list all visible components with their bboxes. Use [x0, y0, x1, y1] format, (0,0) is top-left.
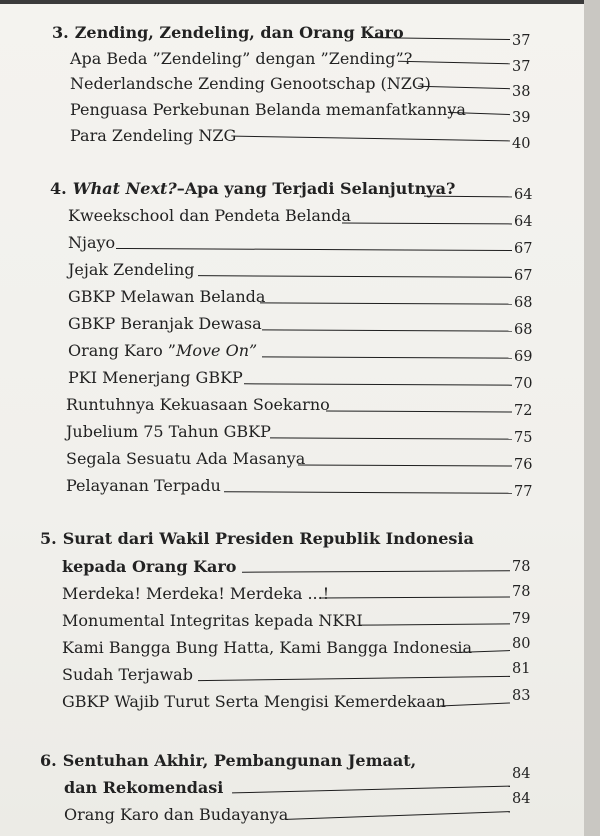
- page-number: 84: [512, 766, 531, 782]
- toc-item: Jejak Zendeling 67: [68, 260, 533, 284]
- toc-item: Para Zendeling NZG 40: [70, 126, 531, 152]
- toc-item: Apa Beda ”Zendeling” dengan ”Zending”? 37: [70, 49, 531, 75]
- toc-item: Kami Bangga Bung Hatta, Kami Bangga Indonesia 80: [62, 636, 531, 657]
- page-number: 38: [512, 84, 531, 100]
- page-number: 76: [514, 457, 533, 473]
- page-number: 39: [512, 110, 531, 126]
- toc-item: Jubelium 75 Tahun GBKP 75: [66, 422, 533, 446]
- page-number: 78: [512, 559, 531, 575]
- page-number: 77: [514, 484, 533, 500]
- toc-item: Nederlandsche Zending Genootschap (NZG) 38: [70, 74, 531, 100]
- dot-leader: [360, 623, 510, 625]
- page-number: 64: [514, 214, 533, 230]
- toc-item: Penguasa Perkebunan Belanda memanfatkannya 39: [70, 100, 531, 126]
- page-number: 69: [514, 349, 533, 365]
- toc-section-5: [0, 528, 584, 554]
- dot-leader: [262, 329, 512, 331]
- page-number: 81: [512, 661, 531, 677]
- dot-leader: [398, 61, 510, 65]
- dot-leader: [418, 86, 510, 89]
- dot-leader: [440, 702, 510, 706]
- toc-item: PKI Menerjang GBKP 70: [68, 368, 533, 392]
- toc-item: Segala Sesuatu Ada Masanya 76: [66, 449, 533, 473]
- toc-section-4: [0, 178, 584, 204]
- page-number: 68: [514, 295, 533, 311]
- toc-item: Merdeka! Merdeka! Merdeka ...! 78: [62, 584, 531, 603]
- page-top-edge: [0, 0, 584, 4]
- toc-item: Runtuhnya Kekuasaan Soekarno 72: [66, 395, 533, 419]
- toc-item: Monumental Integritas kepada NKRI 79: [62, 611, 531, 630]
- dot-leader: [262, 356, 512, 358]
- page-number: 70: [514, 376, 533, 392]
- section-title: 5. Surat dari Wakil Presiden Republik Indonesia: [40, 529, 474, 548]
- toc-item: Sudah Terjawab 81: [62, 661, 531, 684]
- page-number: 67: [514, 268, 533, 284]
- page-number: 83: [512, 688, 531, 704]
- dot-leader: [116, 248, 512, 251]
- dot-leader: [198, 676, 510, 681]
- toc-item: Pelayanan Terpadu 77: [66, 476, 533, 500]
- dot-leader: [232, 786, 510, 794]
- toc-item: Njayo 67: [68, 233, 533, 257]
- dot-leader: [298, 464, 512, 466]
- section-title: 4. What Next?–Apa yang Terjadi Selanjutnya?: [50, 179, 456, 198]
- toc-item: Orang Karo ”Move On” 69: [68, 341, 533, 365]
- page-number: 40: [512, 136, 531, 152]
- dot-leader: [244, 383, 512, 385]
- section-title: 6. Sentuhan Akhir, Pembangunan Jemaat,: [40, 751, 417, 770]
- toc-section-3: [0, 22, 584, 48]
- dot-leader: [270, 437, 512, 439]
- dot-leader: [234, 136, 510, 142]
- dot-leader: [260, 302, 512, 304]
- dot-leader: [320, 597, 510, 599]
- page-number: 80: [512, 636, 531, 652]
- toc-item: GBKP Wajib Turut Serta Mengisi Kemerdekaan 83: [62, 688, 531, 711]
- dot-leader: [286, 811, 510, 820]
- toc-section-5-line2: kepada Orang Karo 78: [62, 557, 531, 576]
- page-number: 78: [512, 584, 531, 600]
- dot-leader: [326, 411, 512, 413]
- page-number: 84: [512, 791, 531, 807]
- page-number: 37: [512, 33, 531, 49]
- toc-section-6-line2: dan Rekomendasi 84: [64, 766, 531, 797]
- page-number: 75: [514, 430, 533, 446]
- toc-item: Kweekschool dan Pendeta Belanda 64: [68, 206, 533, 230]
- page-number: 37: [512, 59, 531, 75]
- page-number: 79: [512, 611, 531, 627]
- toc-item: Orang Karo dan Budayanya 84: [64, 791, 531, 824]
- page-number: 68: [514, 322, 533, 338]
- page-number: 67: [514, 241, 533, 257]
- dot-leader: [342, 223, 512, 225]
- dot-leader: [224, 491, 512, 494]
- toc-item: GBKP Melawan Belanda 68: [68, 287, 533, 311]
- toc-section-6: [0, 750, 584, 776]
- toc-item: GBKP Beranjak Dewasa 68: [68, 314, 533, 338]
- page-number: 72: [514, 403, 533, 419]
- book-page-edge: [584, 0, 600, 836]
- dot-leader: [198, 275, 512, 278]
- page-number: 64: [514, 187, 533, 203]
- dot-leader: [242, 570, 510, 572]
- section-title: 3. Zending, Zendeling, dan Orang Karo: [52, 23, 404, 42]
